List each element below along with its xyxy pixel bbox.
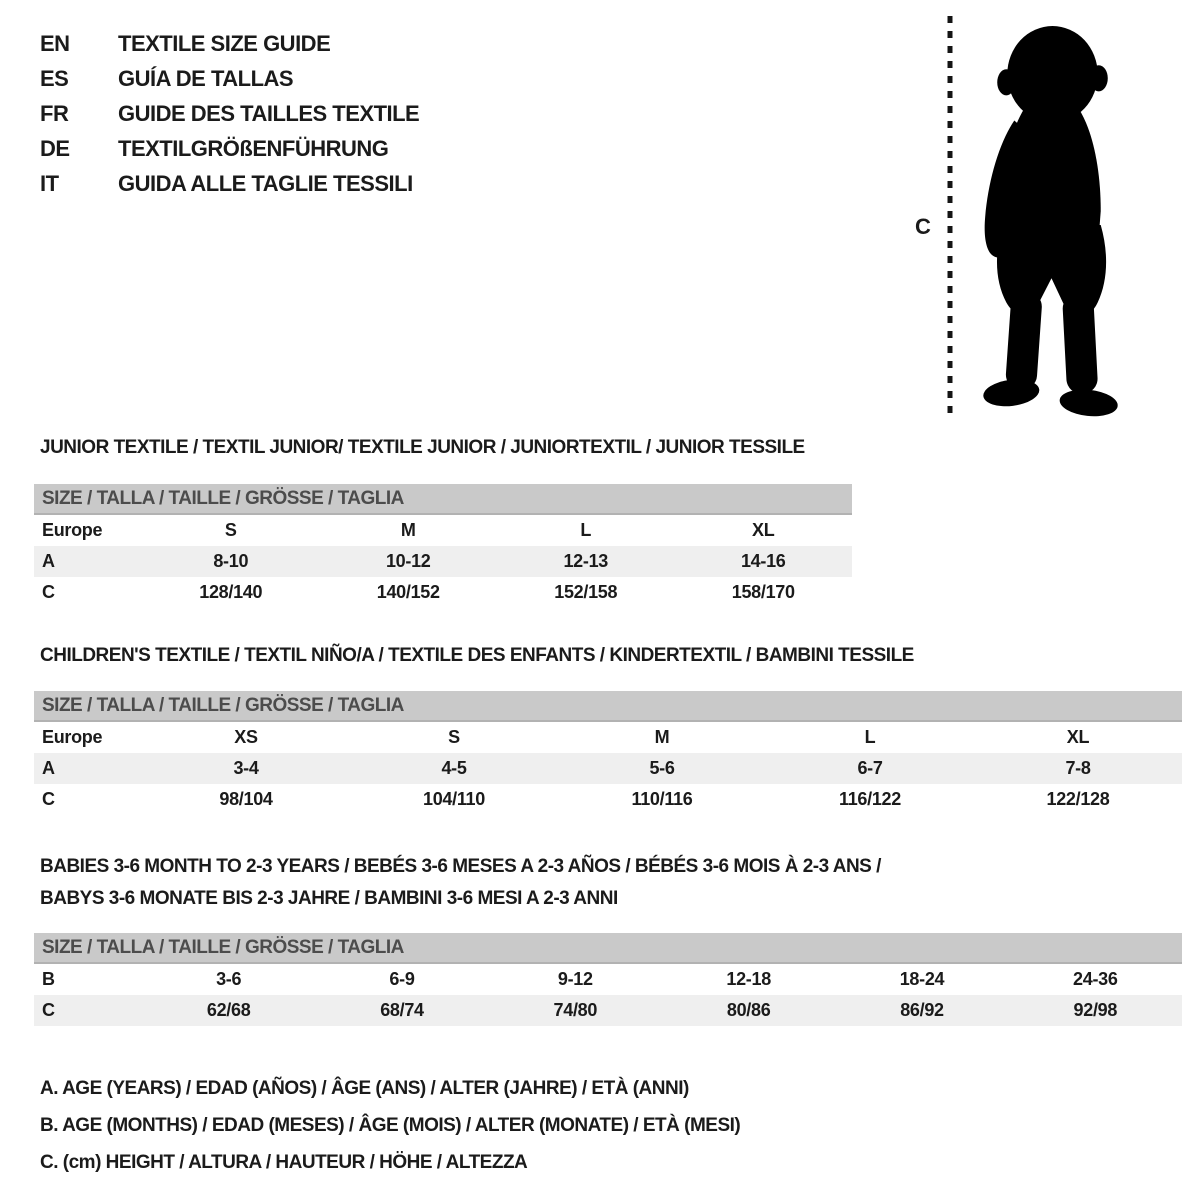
table-cell: C	[42, 789, 55, 809]
table-cell: L	[864, 727, 876, 747]
table-cell: Europe	[42, 520, 103, 540]
table-cell: 10-12	[385, 551, 431, 571]
table-cell: C	[42, 582, 55, 602]
table-cell: 92/98	[1073, 1000, 1118, 1020]
height-dashed-line	[946, 16, 954, 418]
babies-section-heading	[40, 851, 881, 915]
table-row	[34, 995, 1182, 1026]
table-cell: 104/110	[423, 789, 485, 809]
table-row	[34, 964, 1182, 995]
table-cell: 98/104	[219, 789, 273, 809]
table-row	[34, 515, 852, 546]
table-cell: 4-5	[441, 758, 467, 778]
table-cell: 74/80	[553, 1000, 598, 1020]
legend-line-c: C. (cm) HEIGHT / ALTURA / HAUTEUR / HÖHE / ALTEZZA	[40, 1152, 528, 1173]
baby-silhouette	[963, 18, 1141, 420]
table-cell: XS	[234, 727, 258, 747]
table-cell: 140/152	[376, 582, 440, 602]
table-row	[34, 753, 1182, 784]
language-row	[40, 96, 419, 131]
legend-line-b: B. AGE (MONTHS) / EDAD (MESES) / ÂGE (MOIS) / ALTER (MONATE) / ETÀ (MESI)	[40, 1115, 741, 1136]
language-code: EN	[40, 30, 70, 56]
junior-section-heading: JUNIOR TEXTILE / TEXTIL JUNIOR/ TEXTILE JUNIOR / JUNIORTEXTIL / JUNIOR TESSILE	[40, 437, 805, 458]
table-cell: 152/158	[554, 582, 618, 602]
table-cell: A	[42, 551, 55, 571]
legend-line-a: A. AGE (YEARS) / EDAD (AÑOS) / ÂGE (ANS) / ALTER (JAHRE) / ETÀ (ANNI)	[40, 1078, 689, 1099]
size-header-bar	[34, 484, 852, 515]
table-cell: S	[448, 727, 460, 747]
table-cell: 6-9	[389, 969, 415, 989]
table-cell: 9-12	[557, 969, 593, 989]
table-cell: B	[42, 969, 55, 989]
language-code: DE	[40, 135, 70, 161]
language-title: GUÍA DE TALLAS	[118, 65, 294, 91]
table-cell: 110/116	[631, 789, 693, 809]
table-cell: XL	[1066, 727, 1090, 747]
table-cell: 7-8	[1065, 758, 1091, 778]
table-cell: 86/92	[900, 1000, 944, 1020]
junior-size-table	[34, 484, 852, 608]
language-row	[40, 166, 419, 201]
table-cell: 116/122	[839, 789, 901, 809]
table-row	[34, 577, 852, 608]
legend	[40, 1070, 740, 1181]
height-label-c: C	[915, 214, 931, 239]
table-cell: 18-24	[899, 969, 945, 989]
babies-heading-line1: BABIES 3-6 MONTH TO 2-3 YEARS / BEBÉS 3-6 MESES A 2-3 AÑOS / BÉBÉS 3-6 MOIS À 2-3 ANS /	[40, 856, 881, 877]
table-cell: 5-6	[649, 758, 675, 778]
language-row	[40, 61, 419, 96]
language-code: ES	[40, 65, 69, 91]
table-row	[34, 722, 1182, 753]
table-cell: 62/68	[206, 1000, 251, 1020]
table-cell: 122/128	[1046, 789, 1110, 809]
table-cell: 3-4	[233, 758, 259, 778]
table-cell: L	[580, 520, 592, 540]
table-row	[34, 546, 852, 577]
table-cell: 128/140	[199, 582, 263, 602]
language-title: GUIDA ALLE TAGLIE TESSILI	[118, 170, 413, 196]
table-cell: 8-10	[213, 551, 249, 571]
table-cell: M	[654, 727, 670, 747]
babies-heading-line2: BABYS 3-6 MONATE BIS 2-3 JAHRE / BAMBINI 3-6 MESI A 2-3 ANNI	[40, 888, 618, 909]
table-cell: C	[42, 1000, 55, 1020]
language-title: TEXTILGRÖßENFÜHRUNG	[118, 135, 389, 161]
table-row	[34, 784, 1182, 815]
size-header-bar	[34, 691, 1182, 722]
language-title: TEXTILE SIZE GUIDE	[118, 30, 331, 56]
language-row	[40, 26, 419, 61]
language-list	[40, 26, 419, 201]
table-cell: A	[42, 758, 55, 778]
table-cell: 14-16	[740, 551, 786, 571]
size-header-label: SIZE / TALLA / TAILLE / GRÖSSE / TAGLIA	[42, 487, 404, 509]
table-cell: 6-7	[857, 758, 883, 778]
babies-size-table	[34, 933, 1182, 1026]
size-header-label: SIZE / TALLA / TAILLE / GRÖSSE / TAGLIA	[42, 936, 404, 958]
table-cell: S	[224, 520, 237, 540]
table-cell: Europe	[42, 727, 103, 747]
size-header-label: SIZE / TALLA / TAILLE / GRÖSSE / TAGLIA	[42, 694, 404, 716]
size-header-bar	[34, 933, 1182, 964]
table-cell: 68/74	[380, 1000, 424, 1020]
language-title: GUIDE DES TAILLES TEXTILE	[118, 100, 420, 126]
table-cell: 158/170	[731, 582, 795, 602]
table-cell: XL	[752, 520, 775, 540]
children-size-table	[34, 691, 1182, 815]
table-cell: 12-13	[563, 551, 609, 571]
table-cell: 3-6	[216, 969, 242, 989]
children-section-heading: CHILDREN'S TEXTILE / TEXTIL NIÑO/A / TEXTILE DES ENFANTS / KINDERTEXTIL / BAMBINI TESSILE	[40, 645, 914, 666]
language-code: IT	[40, 170, 59, 196]
language-code: FR	[40, 100, 69, 126]
table-cell: 24-36	[1073, 969, 1118, 989]
language-row	[40, 131, 419, 166]
table-cell: M	[400, 520, 416, 540]
table-cell: 12-18	[726, 969, 771, 989]
table-cell: 80/86	[726, 1000, 771, 1020]
